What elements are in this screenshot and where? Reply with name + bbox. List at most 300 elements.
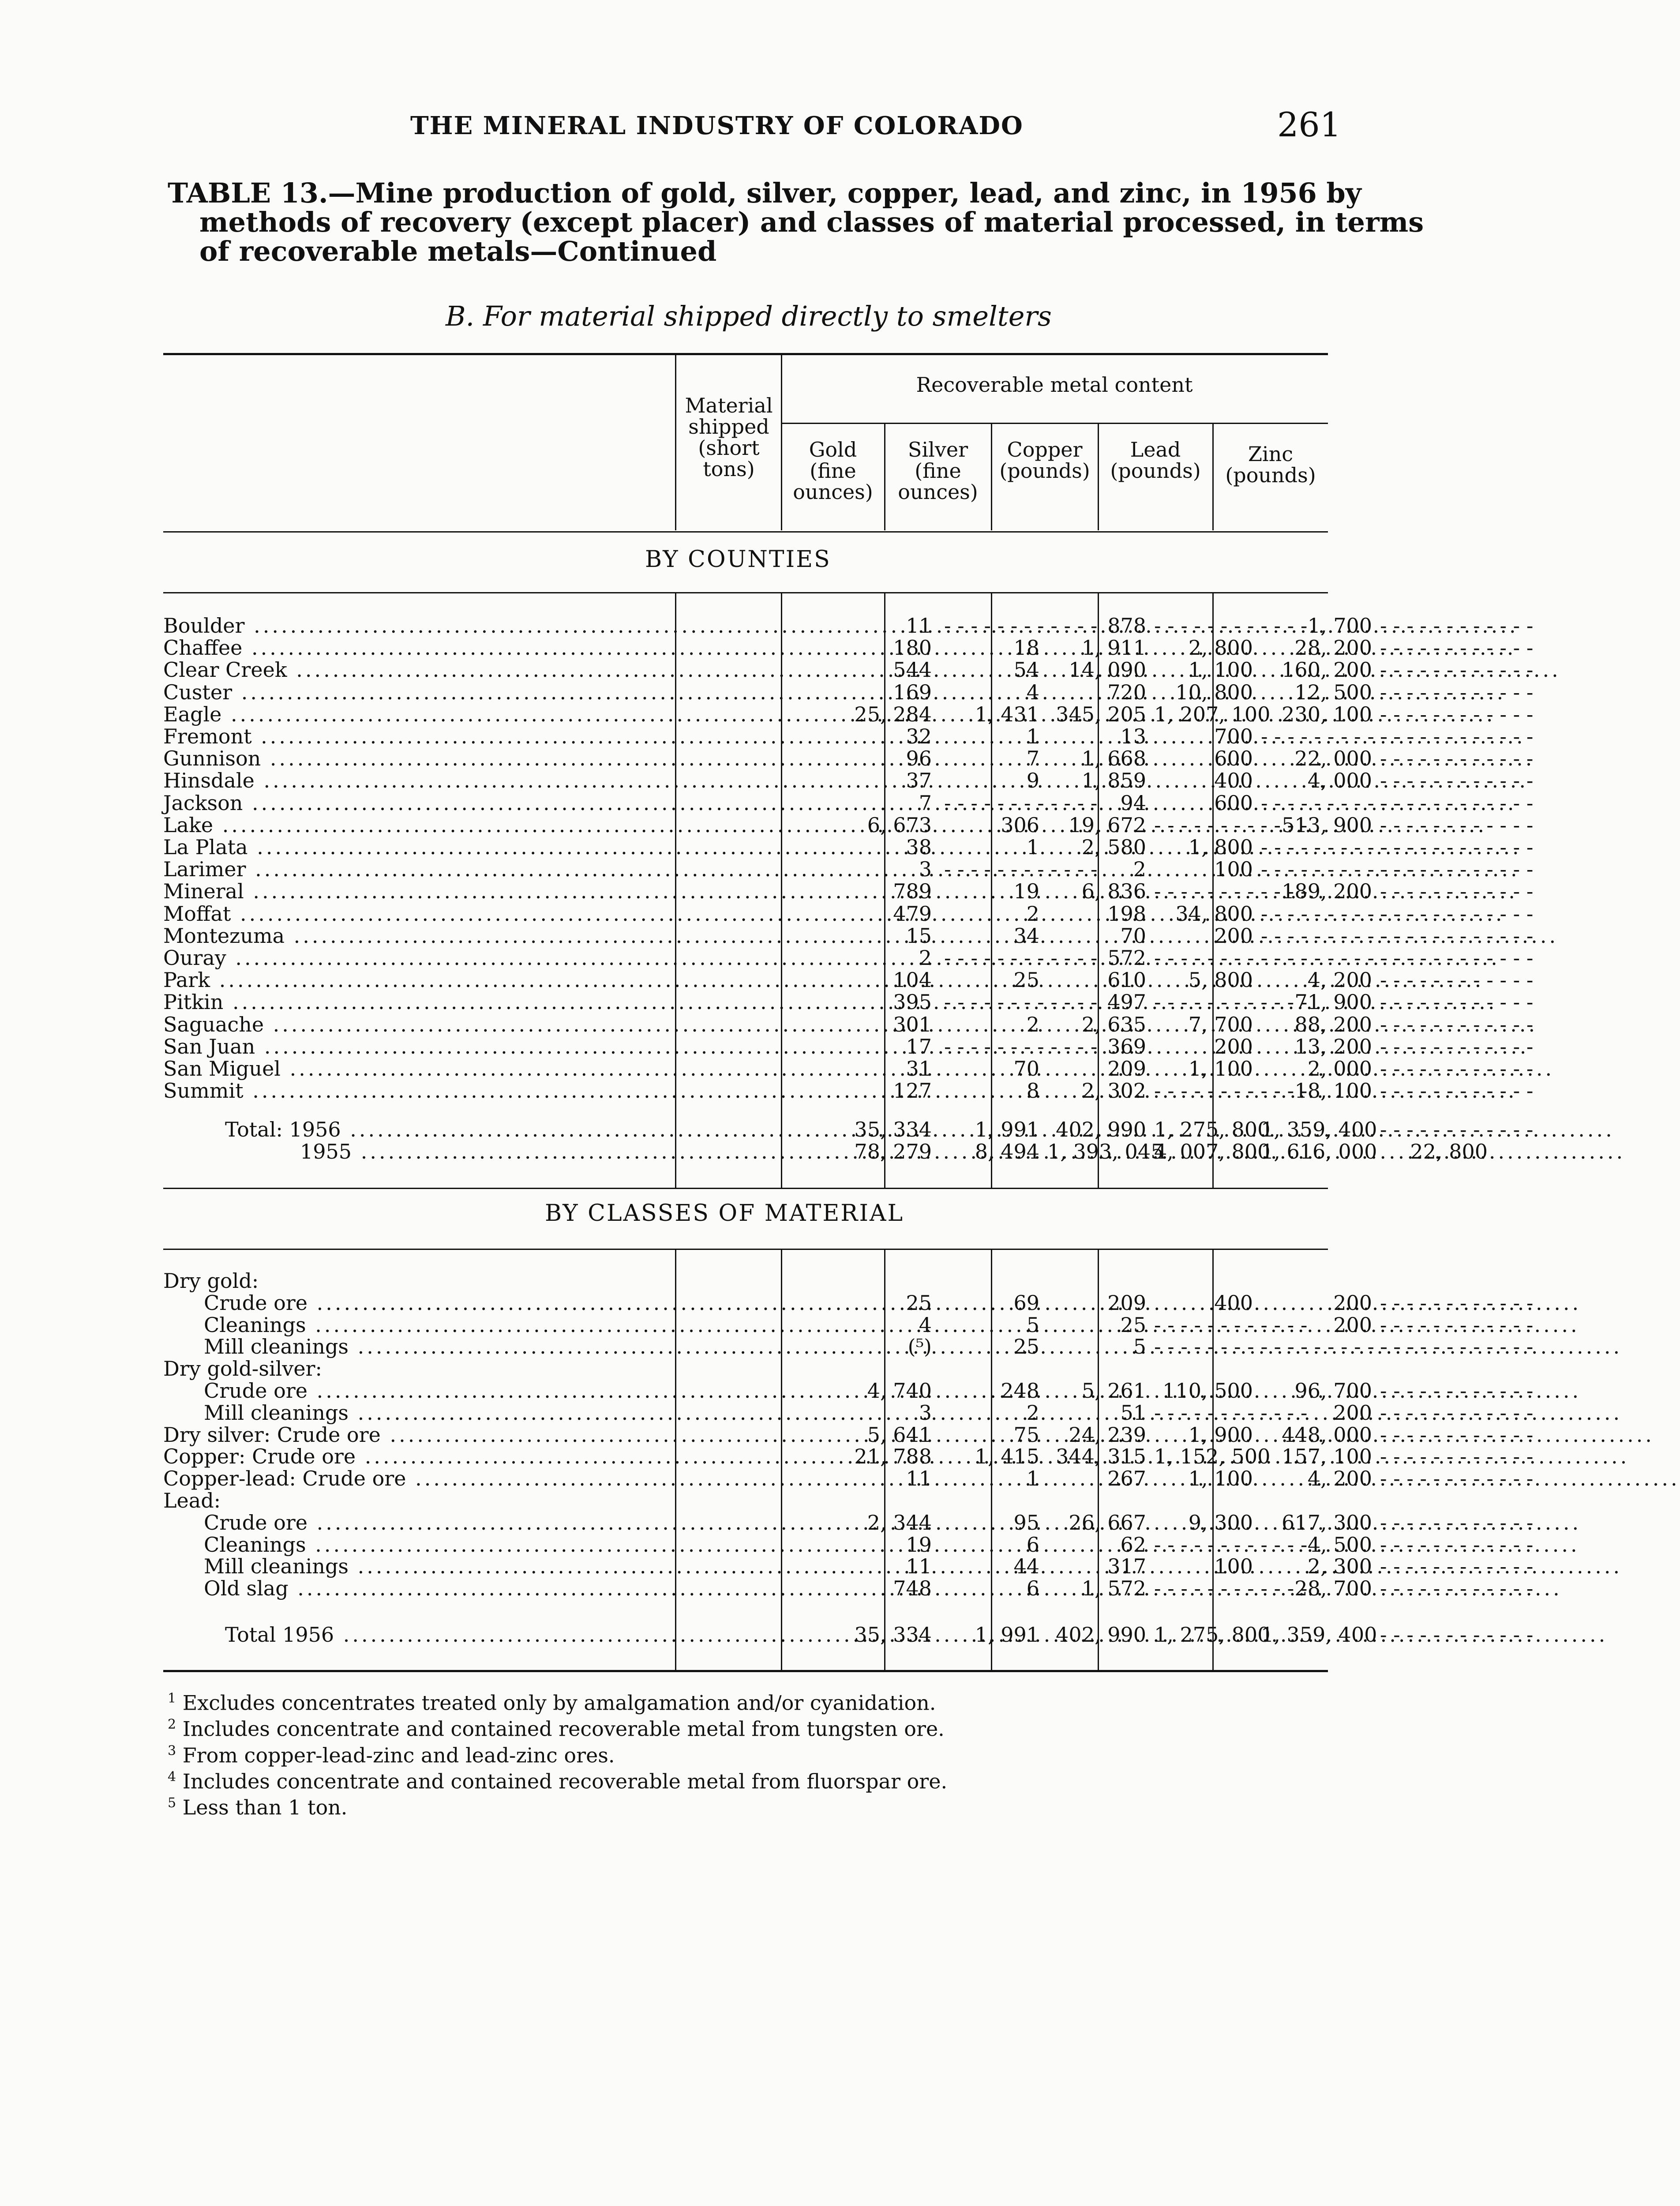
table-cell: 9: [1026, 769, 1039, 793]
table-cell: 400: [1214, 769, 1253, 793]
table-cell: [1380, 925, 1491, 947]
row-label: Crude ore .....: [163, 1380, 666, 1402]
table-cell: 180: [893, 636, 932, 660]
table-cell: 402, 990: [1056, 1623, 1146, 1647]
table-cell: 3: [919, 857, 932, 882]
table-cell: 3: [919, 1400, 932, 1425]
table-row: [163, 903, 1328, 925]
column-rule: [991, 593, 992, 1188]
table-row: [163, 769, 1372, 793]
table-cell: 28, 700: [1294, 1576, 1372, 1601]
caption-line-3: of recoverable metals—Continued: [199, 235, 717, 267]
table-cell: 395: [893, 990, 932, 1014]
table-cell: 110, 500: [1162, 1379, 1253, 1403]
table-cell: 4, 007, 800: [1154, 1140, 1271, 1163]
table-cell: 1, 275, 800: [1154, 1118, 1271, 1141]
classes-rule: [163, 1249, 1328, 1250]
table-cell: [1380, 1336, 1491, 1358]
footnote: $^2$ Includes concentrate and contained recoverable metal from tungsten ore.: [168, 1717, 945, 1741]
counties-rule: [163, 592, 1328, 593]
table-cell: 617, 300: [1282, 1510, 1372, 1534]
table-cell: 400: [1214, 1291, 1253, 1315]
header-divider: [1098, 424, 1099, 530]
table-cell: 26, 667: [1069, 1510, 1146, 1534]
table-cell: 6, 673: [867, 813, 932, 837]
section-heading-counties: BY COUNTIES: [645, 546, 831, 573]
table-cell: [1380, 615, 1491, 637]
footnote: $^4$ Includes concentrate and contained recoverable metal from fluorspar ore.: [168, 1769, 948, 1793]
table-cell: 19, 672: [1069, 813, 1146, 837]
table-cell: 35, 334: [854, 1623, 932, 1647]
table-cell: 513, 900: [1282, 813, 1372, 837]
table-cell: 720: [1107, 680, 1146, 704]
table-cell: 100: [1214, 1554, 1253, 1579]
table-row: [163, 1270, 1328, 1292]
running-head: [168, 105, 1341, 158]
row-label: Lead:: [163, 1489, 221, 1512]
table-cell: [1261, 792, 1376, 814]
table-cell: [1380, 725, 1491, 747]
table-cell: 28, 200: [1294, 636, 1372, 660]
header-bottom-rule: [163, 531, 1328, 533]
table-row: [163, 1313, 1372, 1337]
table-cell: 544: [893, 658, 932, 682]
row-label: La Plata .....: [163, 836, 666, 858]
running-title: THE MINERAL INDUSTRY OF COLORADO: [410, 111, 1024, 140]
table-row: [163, 925, 1328, 947]
table-cell: 9, 300: [1188, 1510, 1253, 1534]
header-divider: [781, 354, 782, 530]
table-cell: 5: [1133, 1335, 1146, 1359]
row-label: Copper-lead: Crude ore .....: [163, 1467, 666, 1489]
table-row: [163, 792, 1328, 814]
table-cell: [1380, 1624, 1491, 1646]
row-label: 1955 .....: [163, 1141, 803, 1163]
row-label: Montezuma .....: [163, 925, 666, 947]
table-cell: 700: [1214, 724, 1253, 748]
row-label: Total: 1956 .....: [163, 1118, 728, 1141]
table-cell: 2, 635: [1081, 1012, 1146, 1036]
table-cell: [1154, 1080, 1256, 1102]
table-subtitle: B. For material shipped directly to smelters: [446, 300, 1052, 332]
table-cell: 19: [1013, 879, 1039, 904]
table-row: [163, 702, 1372, 726]
table-cell: 12, 500: [1294, 680, 1372, 704]
table-cell: 600: [1214, 791, 1253, 815]
table-cell: [944, 1035, 1043, 1058]
table-cell: 2: [1026, 901, 1039, 926]
table-cell: 51: [1120, 1400, 1146, 1425]
table-row: [163, 836, 1328, 858]
table-cell: [1380, 947, 1491, 969]
table-cell: 96: [906, 747, 932, 771]
table-row: [163, 858, 1328, 880]
table-cell: [1380, 1035, 1491, 1058]
table-cell: 267: [1107, 1467, 1146, 1491]
footnote: $^1$ Excludes concentrates treated only by amalgamation and/or cyanidation.: [168, 1691, 936, 1715]
table-cell: [1380, 880, 1491, 902]
row-label: Cleanings .....: [163, 1314, 666, 1336]
row-label: Fremont .....: [163, 725, 666, 747]
table-cell: 1, 431: [975, 702, 1039, 726]
total-row: [163, 1623, 1377, 1647]
table-cell: 2: [919, 946, 932, 970]
table-cell: 198: [1107, 901, 1146, 926]
table-cell: [944, 792, 1043, 814]
header-divider: [884, 424, 885, 530]
table-cell: 200: [1333, 1400, 1372, 1425]
table-cell: [1380, 1314, 1491, 1336]
table-cell: 402, 990: [1056, 1118, 1146, 1141]
row-label: Hinsdale .....: [163, 769, 666, 792]
table-cell: 127: [893, 1079, 932, 1103]
table-cell: 306: [1001, 813, 1039, 837]
table-cell: [1380, 1555, 1491, 1577]
row-label: Cleanings .....: [163, 1534, 666, 1556]
table-cell: [1380, 1292, 1491, 1314]
col-header-lead: Lead (pounds): [1110, 438, 1201, 483]
header-divider: [991, 424, 992, 530]
row-label: Chaffee .....: [163, 637, 666, 659]
table-cell: [1380, 836, 1491, 858]
table-row: [163, 1532, 1372, 1557]
table-cell: 317: [1107, 1554, 1146, 1579]
table-cell: [1380, 1013, 1491, 1035]
table-row: [163, 1012, 1372, 1036]
table-cell: [1154, 947, 1256, 969]
table-cell: [1380, 1577, 1491, 1599]
table-row: [163, 947, 1328, 969]
table-cell: 248: [1001, 1379, 1039, 1403]
table-cell: 448, 000: [1282, 1422, 1372, 1447]
table-row: [163, 636, 1372, 660]
table-cell: 1: [1026, 1467, 1039, 1491]
table-cell: [1380, 814, 1491, 836]
table-cell: 7: [919, 791, 932, 815]
table-cell: 34, 800: [1175, 901, 1253, 926]
column-rule: [1212, 593, 1214, 1188]
table-cell: 345, 205: [1056, 702, 1146, 726]
table-cell: 157, 100: [1282, 1444, 1372, 1469]
table-cell: 878: [1107, 614, 1146, 638]
table-cell: [944, 947, 1043, 969]
table-row: [163, 1576, 1372, 1601]
table-cell: 25: [906, 1291, 932, 1315]
row-label: Mineral .....: [163, 880, 666, 902]
row-label: Gunnison .....: [163, 747, 666, 769]
header-divider: [1212, 424, 1214, 530]
table-cell: 18: [1013, 636, 1039, 660]
table-row: [163, 747, 1372, 771]
table-cell: [1380, 991, 1491, 1013]
table-cell: 1, 393, 045: [1047, 1140, 1164, 1163]
table-cell: [1380, 1058, 1491, 1080]
table-cell: 572: [1107, 946, 1146, 970]
row-label: Lake .....: [163, 814, 666, 836]
table-cell: 5: [1026, 1313, 1039, 1337]
table-cell: 70: [1120, 923, 1146, 948]
table-cell: 1, 359, 400: [1261, 1623, 1377, 1647]
header-top-rule: [163, 353, 1328, 355]
table-caption: [168, 177, 1424, 267]
table-cell: [1380, 747, 1491, 769]
table-cell: 13: [1120, 724, 1146, 748]
column-rule: [884, 593, 885, 1188]
table-cell: [1380, 1080, 1491, 1102]
col-header-silver: Silver (fine ounces): [898, 438, 978, 504]
table-cell: [1380, 703, 1491, 725]
row-label: Old slag .....: [163, 1577, 666, 1599]
table-cell: [1261, 836, 1376, 858]
table-row: [163, 968, 1372, 992]
table-cell: 5, 641: [867, 1422, 932, 1447]
table-row: [163, 725, 1328, 747]
table-cell: [944, 991, 1043, 1013]
table-cell: 34: [1013, 923, 1039, 948]
table-cell: 104: [893, 968, 932, 992]
table-cell: [1380, 1424, 1491, 1446]
table-cell: 70: [1013, 1057, 1039, 1080]
footnote: $^5$ Less than 1 ton.: [168, 1795, 348, 1820]
table-row: [163, 658, 1372, 682]
table-cell: 54: [1013, 658, 1039, 682]
table-cell: 1, 800: [1188, 835, 1253, 859]
table-row: [163, 813, 1372, 837]
table-cell: [1261, 925, 1376, 947]
table-cell: 14, 090: [1069, 658, 1146, 682]
table-cell: 1: [1026, 835, 1039, 859]
row-label: Mill cleanings .....: [163, 1555, 666, 1577]
table-cell: 35, 334: [854, 1118, 932, 1141]
table-cell: [1380, 659, 1491, 681]
table-cell: 11: [906, 614, 932, 638]
table-cell: 748: [893, 1576, 932, 1601]
table-cell: 610: [1107, 968, 1146, 992]
row-label: Summit .....: [163, 1080, 666, 1102]
row-label: Mill cleanings .....: [163, 1336, 666, 1358]
table-cell: 2, 300: [1307, 1554, 1372, 1579]
table-cell: 6: [1026, 1532, 1039, 1557]
row-label: Dry gold-silver:: [163, 1357, 322, 1381]
table-cell: 1, 415: [975, 1444, 1039, 1469]
col-header-gold: Gold (fine ounces): [793, 438, 873, 504]
column-rule: [991, 1250, 992, 1670]
table-cell: [1154, 615, 1256, 637]
table-cell: [1380, 858, 1491, 880]
column-rule: [675, 1250, 676, 1670]
table-cell: 10, 800: [1175, 680, 1253, 704]
table-cell: 789: [893, 879, 932, 904]
table-cell: [1261, 858, 1376, 880]
table-cell: 301: [893, 1012, 932, 1036]
table-cell: 22, 800: [1410, 1140, 1488, 1163]
table-row: [163, 1554, 1372, 1579]
table-cell: 200: [1333, 1291, 1372, 1315]
table-cell: 8: [1026, 1079, 1039, 1103]
table-cell: [1380, 1445, 1491, 1467]
caption-line-1: TABLE 13.—Mine production of gold, silver, copper, lead, and zinc, in 1956 by: [168, 177, 1361, 209]
row-label: Boulder .....: [163, 615, 666, 637]
row-label: Jackson .....: [163, 792, 666, 814]
row-label: San Juan .....: [163, 1035, 666, 1058]
table-cell: 200: [1333, 1313, 1372, 1337]
table-row: [163, 1467, 1372, 1491]
table-cell: [1380, 1402, 1491, 1424]
table-row: [163, 879, 1372, 904]
table-bottom-rule: [163, 1670, 1328, 1672]
row-label: Saguache .....: [163, 1013, 666, 1035]
table-cell: [1380, 1467, 1491, 1489]
table-cell: 1, 359, 400: [1261, 1118, 1377, 1141]
table-cell: 75: [1013, 1422, 1039, 1447]
table-cell: 1, 100: [1188, 1057, 1253, 1080]
table-row: [163, 1291, 1372, 1315]
table-cell: 44: [1013, 1554, 1039, 1579]
table-cell: 4, 740: [867, 1379, 932, 1403]
table-cell: 200: [1214, 1034, 1253, 1058]
table-cell: 8, 494: [975, 1140, 1039, 1163]
table-cell: 5, 261: [1081, 1379, 1146, 1403]
table-row: [163, 614, 1372, 638]
column-rule: [1098, 1250, 1099, 1670]
table-cell: 1, 207, 100: [1154, 702, 1271, 726]
table-cell: 25: [1013, 1335, 1039, 1359]
table-cell: 2: [1026, 1400, 1039, 1425]
column-rule: [884, 1250, 885, 1670]
table-row: [163, 1079, 1372, 1103]
table-cell: 600: [1214, 747, 1253, 771]
table-cell: 21, 788: [854, 1444, 932, 1469]
table-cell: 1, 668: [1081, 747, 1146, 771]
table-row: [163, 1510, 1372, 1534]
total-row: [163, 1140, 1488, 1163]
col-header-copper: Copper (pounds): [999, 438, 1090, 483]
table-cell: 78, 279: [854, 1140, 932, 1163]
column-rule: [1098, 593, 1099, 1188]
table-row: [163, 1336, 1328, 1358]
table-row: [163, 680, 1372, 704]
row-label: Park .....: [163, 969, 666, 991]
column-rule: [675, 593, 676, 1188]
table-cell: 96, 700: [1294, 1379, 1372, 1403]
table-cell: 497: [1107, 990, 1146, 1014]
table-cell: [1380, 1512, 1491, 1534]
table-cell: 1, 859: [1081, 769, 1146, 793]
col-header-zinc: Zinc (pounds): [1225, 442, 1316, 487]
table-cell: 160, 200: [1282, 658, 1372, 682]
table-cell: 7: [1026, 747, 1039, 771]
table-cell: 369: [1107, 1034, 1146, 1058]
table-cell: 2, 000: [1307, 1057, 1372, 1080]
table-cell: 479: [893, 901, 932, 926]
table-cell: 6: [1026, 1576, 1039, 1601]
row-label: Moffat .....: [163, 903, 666, 925]
table-cell: [1380, 769, 1491, 792]
table-cell: 25: [1013, 968, 1039, 992]
table-cell: 11: [906, 1467, 932, 1491]
table-cell: 230, 100: [1282, 702, 1372, 726]
table-cell: [1261, 725, 1376, 747]
table-cell: 18, 100: [1294, 1079, 1372, 1103]
table-cell: 2: [1133, 857, 1146, 882]
table-cell: 1, 991: [975, 1623, 1039, 1647]
table-cell: 38: [906, 835, 932, 859]
column-rule: [781, 593, 782, 1188]
table-cell: 1: [1026, 724, 1039, 748]
table-row: [163, 1358, 1328, 1380]
row-label: Crude ore .....: [163, 1512, 666, 1534]
table-cell: [1380, 637, 1491, 659]
row-label: Dry gold:: [163, 1269, 259, 1293]
row-label: Mill cleanings .....: [163, 1402, 666, 1424]
table-cell: 1, 152, 500: [1154, 1444, 1271, 1469]
table-row: [163, 1489, 1328, 1512]
caption-line-2: methods of recovery (except placer) and classes of material processed, in terms: [199, 206, 1424, 238]
table-row: [163, 1422, 1372, 1447]
table-cell: 100: [1214, 857, 1253, 882]
table-cell: [1261, 947, 1376, 969]
table-cell: 17: [906, 1034, 932, 1058]
table-cell: 32: [906, 724, 932, 748]
header-divider: [675, 354, 676, 530]
table-cell: 4, 500: [1307, 1532, 1372, 1557]
row-label: Larimer .....: [163, 858, 666, 880]
table-cell: [1380, 903, 1491, 925]
table-row: [163, 1057, 1372, 1080]
row-label: Eagle .....: [163, 703, 666, 725]
table-cell: 2, 580: [1081, 835, 1146, 859]
table-cell: 189, 200: [1282, 879, 1372, 904]
table-cell: [1380, 1534, 1491, 1556]
table-cell: 4: [1026, 680, 1039, 704]
col-header-material: Material shipped (short tons): [685, 394, 773, 481]
table-cell: 22, 000: [1294, 747, 1372, 771]
table-cell: 4, 200: [1307, 1467, 1372, 1491]
table-cell: [944, 615, 1043, 637]
table-cell: 71, 900: [1294, 990, 1372, 1014]
table-row: [163, 990, 1372, 1014]
group-header-rule: [782, 423, 1328, 424]
table-cell: [1154, 1336, 1256, 1358]
table-cell: 94: [1120, 791, 1146, 815]
table-cell: [1261, 1336, 1376, 1358]
table-cell: 25: [1120, 1313, 1146, 1337]
column-rule: [781, 1250, 782, 1670]
table-cell: 95: [1013, 1510, 1039, 1534]
table-cell: 1, 100: [1188, 1467, 1253, 1491]
table-cell: 11: [906, 1554, 932, 1579]
table-cell: 15: [906, 923, 932, 948]
table-cell: 37: [906, 769, 932, 793]
page-number: 261: [1277, 105, 1341, 144]
table-cell: [1154, 1314, 1256, 1336]
table-cell: [1380, 969, 1491, 991]
row-label: Pitkin .....: [163, 991, 666, 1013]
table-cell: 19: [906, 1532, 932, 1557]
table-cell: (⁵): [908, 1335, 932, 1359]
classes-top-rule: [163, 1188, 1328, 1189]
table-cell: 169: [893, 680, 932, 704]
table-cell: [1154, 814, 1256, 836]
table-cell: 1, 100: [1188, 658, 1253, 682]
table-cell: [1154, 991, 1256, 1013]
table-cell: 2: [1026, 1012, 1039, 1036]
table-cell: 1, 991: [975, 1118, 1039, 1141]
table-cell: 7, 700: [1188, 1012, 1253, 1036]
table-cell: 1, 616, 000: [1261, 1140, 1377, 1163]
table-cell: [1261, 903, 1376, 925]
table-cell: 31: [906, 1057, 932, 1080]
